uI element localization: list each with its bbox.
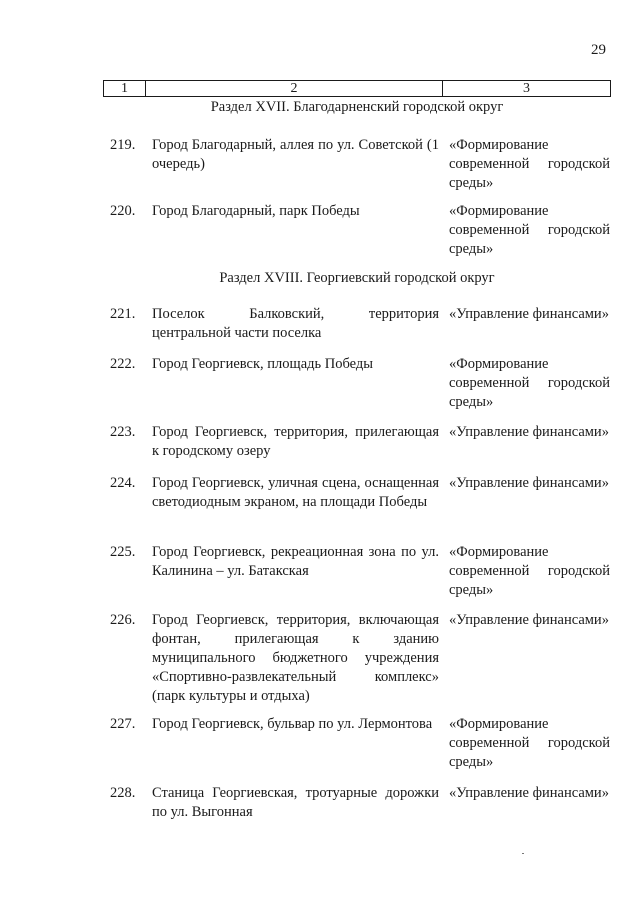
table-row (110, 474, 610, 512)
table-row (110, 611, 610, 706)
column-header-3: 3 (523, 80, 530, 96)
row-number: 226. (110, 612, 136, 628)
table-row (110, 715, 610, 772)
row-number: 225. (110, 544, 136, 560)
program-name: «Управление финансами» (449, 424, 609, 440)
section-title: Раздел XVIII. Георгиевский городской округ (219, 270, 495, 286)
object-name: Город Благодарный, аллея по ул. Советской (1 очередь) (152, 137, 439, 172)
page-number: 29 (591, 42, 606, 58)
row-number: 222. (110, 356, 136, 372)
row-number: 223. (110, 424, 136, 440)
column-header-1: 1 (104, 81, 146, 96)
table-row (110, 355, 610, 412)
table-row (110, 202, 610, 259)
table-row (110, 423, 610, 461)
object-name: Станица Георгиевская, тротуарные дорожки по ул. Выгонная (152, 785, 439, 820)
object-name: Город Благодарный, парк Победы (152, 203, 360, 219)
scan-speck (522, 853, 524, 854)
program-name: «Формирование современной городской среды» (449, 716, 610, 770)
table-header (103, 80, 611, 97)
object-name: Город Георгиевск, рекреационная зона по ул. Калинина – ул. Батакская (152, 544, 439, 579)
row-number: 220. (110, 203, 136, 219)
program-name: «Формирование современной городской среды» (449, 203, 610, 257)
table-row (110, 543, 610, 600)
program-name: «Формирование современной городской среды» (449, 137, 610, 191)
object-name: Город Георгиевск, территория, включающая фонтан, прилегающая к зданию муниципального бюджетного учреждения «Спортивно-развлекательный комплекс» (парк культуры и отдыха) (152, 612, 439, 704)
table-row (110, 784, 610, 822)
row-number: 221. (110, 306, 136, 322)
object-name: Поселок Балковский, территория центральной части поселка (152, 306, 439, 341)
program-name: «Управление финансами» (449, 475, 609, 491)
program-name: «Управление финансами» (449, 612, 609, 628)
table-row (110, 136, 610, 193)
program-name: «Формирование современной городской среды» (449, 356, 610, 410)
program-name: «Управление финансами» (449, 785, 609, 801)
program-name: «Формирование современной городской среды» (449, 544, 610, 598)
row-number: 228. (110, 785, 136, 801)
object-name: Город Георгиевск, уличная сцена, оснащенная светодиодным экраном, на площади Победы (152, 475, 439, 510)
object-name: Город Георгиевск, площадь Победы (152, 356, 374, 372)
section-title: Раздел XVII. Благодарненский городской округ (210, 99, 504, 115)
object-name: Город Георгиевск, бульвар по ул. Лермонтова (152, 716, 433, 732)
row-number: 227. (110, 716, 136, 732)
table-row (110, 305, 610, 343)
column-header-2: 2 (146, 81, 443, 96)
object-name: Город Георгиевск, территория, прилегающая к городскому озеру (152, 424, 439, 459)
program-name: «Управление финансами» (449, 306, 609, 322)
row-number: 224. (110, 475, 136, 491)
row-number: 219. (110, 137, 136, 153)
